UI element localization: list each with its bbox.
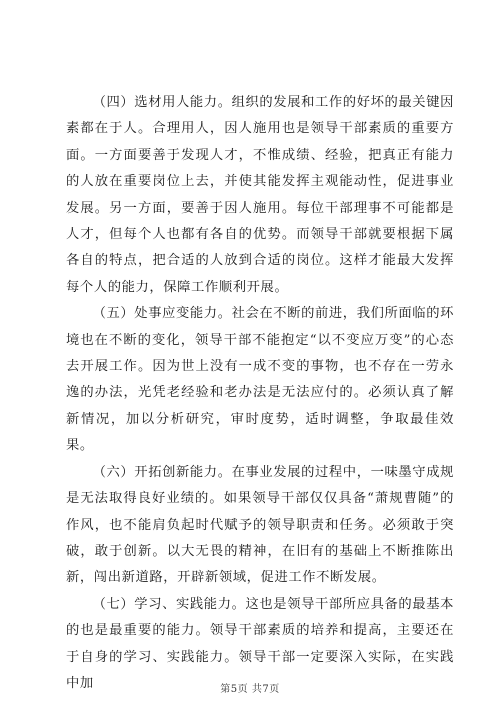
paragraph-innovation: （六）开拓创新能力。在事业发展的过程中，一味墨守成规是无法取得良好业绩的。如果领导干部仅仅具备“萧规曹随”的作风，也不能肩负起时代赋予的领导职责和任务。必须敢于突破，敢于创新。以大无畏的精神，在旧有的基础上不断推陈出新，闯出新道路，开辟新领域，促进工作不断发展。	[66, 464, 454, 586]
paragraph-adaptability: （五）处事应变能力。社会在不断的前进，我们所面临的环境也在不断的变化，领导干部不能抱定“以不变应万变”的心态去开展工作。因为世上没有一成不变的事物，也不存在一劳永逸的办法，光凭老经验和老办法是无法应付的。必须认真了解新情况，加以分析研究，审时度势，适时调整，争取最佳效果。	[66, 306, 454, 454]
document-body	[66, 90, 454, 697]
page-number-footer: 第5页 共7页	[220, 684, 280, 695]
paragraph-selection-ability: （四）选材用人能力。组织的发展和工作的好坏的最关键因素都在于人。合理用人，因人施用也是领导干部素质的重要方面。一方面要善于发现人才，不惟成绩、经验，把真正有能力的人放在重要岗位上去，并使其能发挥主观能动性，促进事业发展。另一方面，要善于因人施用。每位干部理事不可能都是人才，但每个人也都有各自的优势。而领导干部就要根据下属各自的特点，把合适的人放到合适的岗位。这样才能最大发挥每个人的能力，保障工作顺利开展。	[66, 95, 454, 295]
paragraph-learning-practice: （七）学习、实践能力。这也是领导干部所应具备的最基本的也是最重要的能力。领导干部素质的培养和提高，主要还在于自身的学习、实践能力。领导干部一定要深入实际，在实践中加	[66, 596, 454, 691]
